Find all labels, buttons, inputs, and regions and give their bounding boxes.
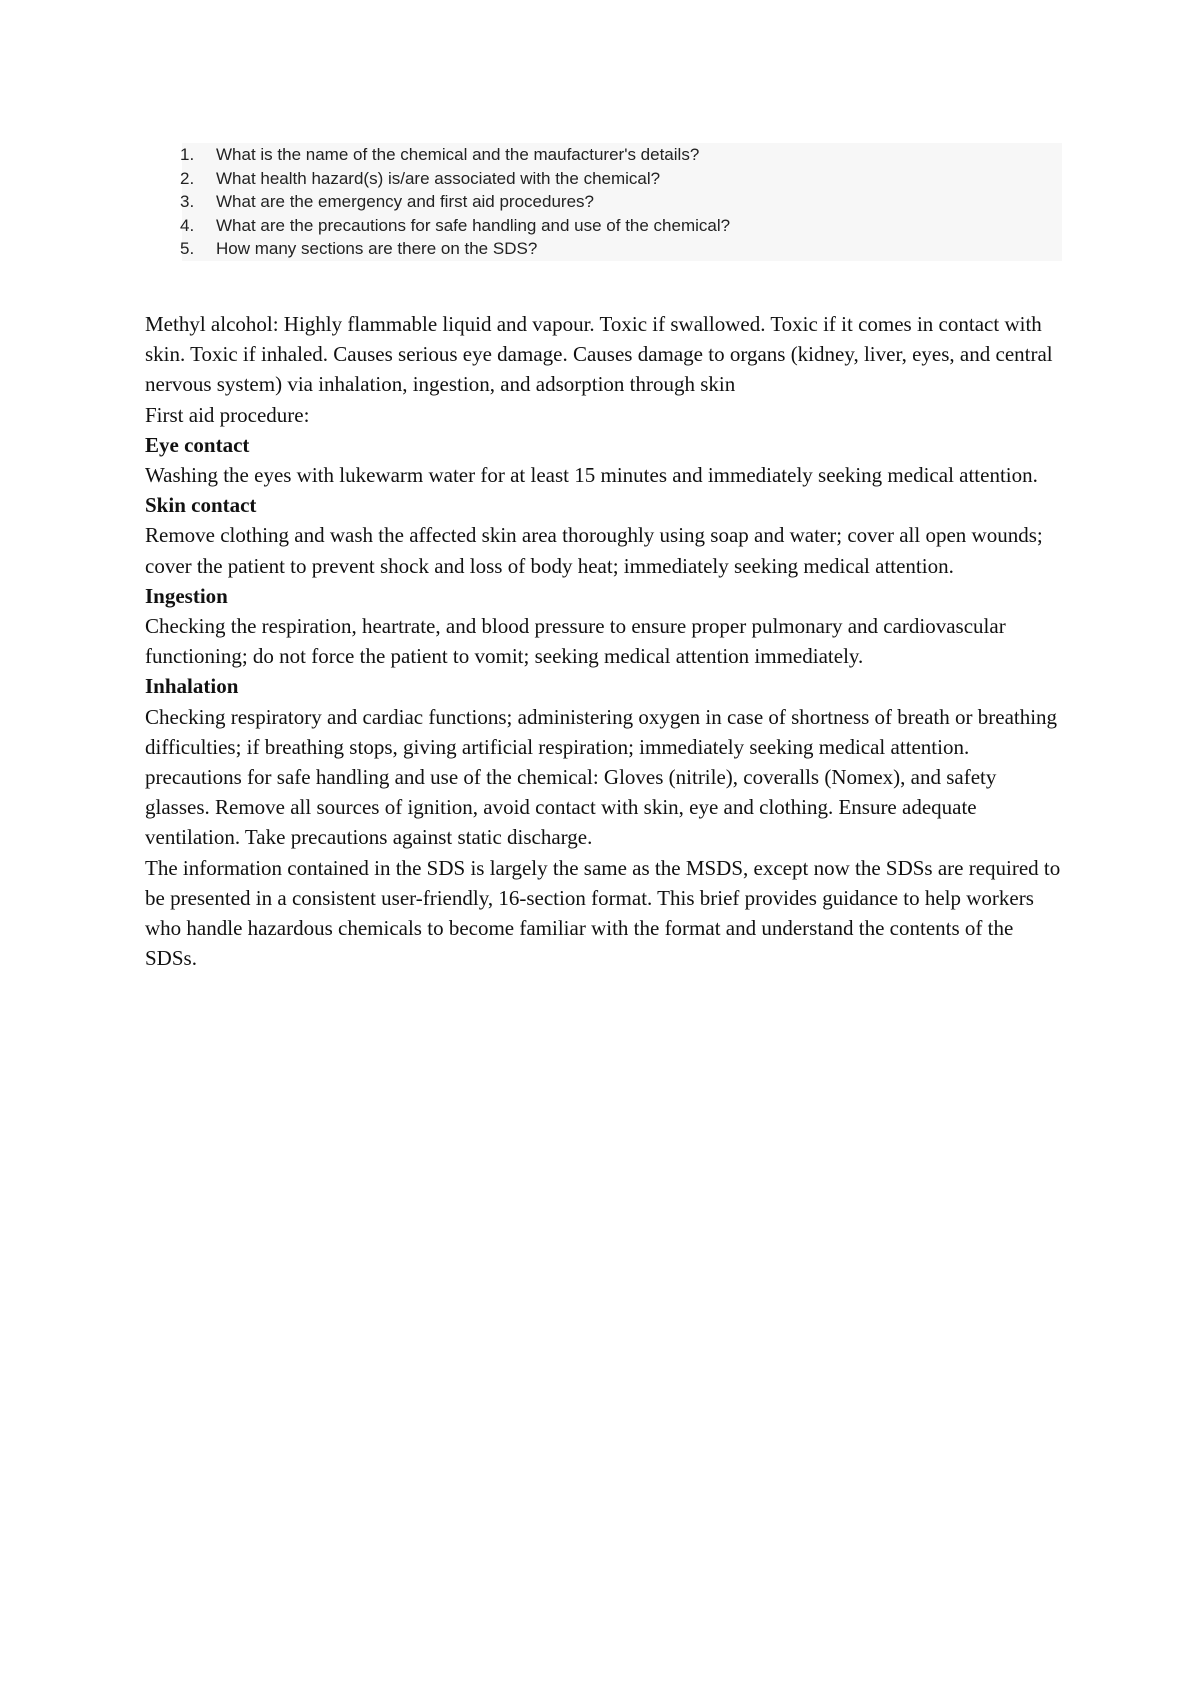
question-number: 2. [180, 168, 195, 188]
ingestion-heading: Ingestion [145, 583, 228, 608]
eye-contact-paragraph: Washing the eyes with lukewarm water for at least 15 minutes and immediately seeking medical attention. [145, 463, 1038, 488]
question-list-block [182, 143, 1062, 261]
question-number: 4. [180, 215, 195, 235]
question-item [182, 143, 1062, 167]
question-text: What are the precautions for safe handling and use of the chemical? [216, 215, 731, 235]
answer-body [145, 309, 1065, 973]
sds-sections-paragraph: The information contained in the SDS is largely the same as the MSDS, except now the SDSs are required to be presented in a consistent user-friendly, 16-section format. This brief provides guidance to help workers who handle hazardous chemicals to become familiar with the format and understand the contents of the SDSs. [145, 855, 1061, 971]
question-text: What health hazard(s) is/are associated with the chemical? [216, 168, 661, 188]
skin-contact-paragraph: Remove clothing and wash the affected skin area thoroughly using soap and water; cover all open wounds; cover the patient to prevent shock and loss of body heat; immediately seeking medical attention. [145, 523, 1043, 578]
skin-contact-heading: Skin contact [145, 493, 257, 518]
question-item [182, 214, 1062, 238]
question-number: 3. [180, 192, 195, 212]
question-item [182, 167, 1062, 191]
question-text: What is the name of the chemical and the maufacturer's details? [216, 145, 700, 164]
question-number: 5. [180, 239, 195, 259]
question-item [182, 190, 1062, 214]
ingestion-paragraph: Checking the respiration, heartrate, and blood pressure to ensure proper pulmonary and cardiovascular functioning; do not force the patient to vomit; seeking medical attention immediately. [145, 614, 1006, 669]
inhalation-heading: Inhalation [145, 674, 239, 699]
eye-contact-heading: Eye contact [145, 432, 250, 457]
first-aid-intro: First aid procedure: [145, 402, 310, 427]
question-list [182, 143, 1062, 261]
precautions-paragraph: precautions for safe handling and use of the chemical: Gloves (nitrile), coveralls (Nomex), and safety glasses. Remove all sources of ignition, avoid contact with skin, eye and clothing. Ensure adequate ventilation. Take precautions against static discharge. [145, 765, 997, 850]
inhalation-paragraph: Checking respiratory and cardiac functions; administering oxygen in case of shortness of breath or breathing difficulties; if breathing stops, giving artificial respiration; immediately seeking medical attention. [145, 704, 1058, 759]
question-number: 1. [180, 145, 195, 164]
question-text: How many sections are there on the SDS? [216, 239, 538, 259]
question-text: What are the emergency and first aid procedures? [216, 192, 594, 212]
hazards-paragraph: Methyl alcohol: Highly flammable liquid and vapour. Toxic if swallowed. Toxic if it comes in contact with skin. Toxic if inhaled. Causes serious eye damage. Causes damage to organs (kidney, liver, eyes, and central nervous system) via inhalation, ingestion, and adsorption through skin [145, 312, 1053, 397]
question-item [182, 237, 1062, 261]
